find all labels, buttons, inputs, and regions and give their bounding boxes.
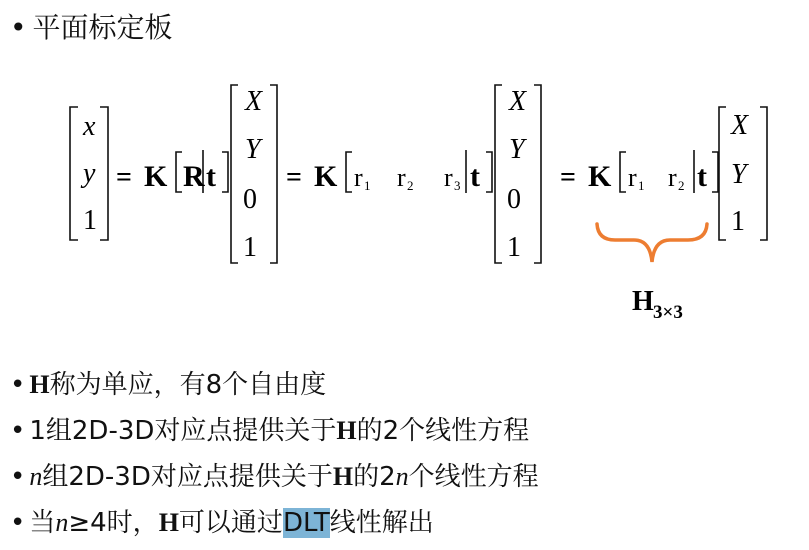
H-symbol: H [332, 462, 354, 491]
bullet-dot: • [10, 462, 26, 492]
bullet-dot: • [10, 416, 26, 446]
vec4b-Y: Y [509, 134, 525, 165]
n-symbol: n [395, 462, 409, 491]
r2b-sub: 2 [678, 178, 685, 193]
bullet-3 [10, 454, 539, 500]
vector-t-1: t [206, 160, 216, 193]
bullet-2-pre: 1组2D-3D对应点提供关于 [29, 416, 337, 446]
bullet-4-mid: 可以通过 [178, 508, 283, 538]
vector-t-2: t [470, 160, 480, 193]
bullet-1-text: 称为单应，有8个自由度 [49, 370, 327, 400]
n-symbol: n [55, 508, 69, 537]
r1-sub: 1 [364, 178, 371, 193]
bullet-3-mid: 组2D-3D对应点提供关于 [42, 462, 333, 492]
bullet-2 [10, 408, 539, 454]
title-text: 平面标定板 [32, 11, 173, 44]
H-symbol: H [158, 508, 179, 537]
r3-sub: 3 [454, 178, 461, 193]
bullet-4-pre: 当 [29, 508, 56, 538]
vec4a-Y: Y [245, 134, 261, 165]
bullet-dot: • [10, 508, 26, 538]
H-symbol: H [29, 370, 50, 399]
vec4b-X: X [509, 86, 527, 117]
lhs-y: y [83, 158, 96, 189]
r2-sub: 2 [407, 178, 414, 193]
r3: r [444, 163, 453, 192]
H-symbol: H [336, 416, 357, 445]
matrix-R: R [183, 160, 205, 193]
H-label: H [632, 286, 654, 317]
vec3-Y: Y [731, 159, 747, 190]
r1: r [354, 163, 363, 192]
bullet-2-post: 的2个线性方程 [356, 416, 530, 446]
vec4b-1: 1 [507, 232, 521, 263]
dlt-highlight: DLT [282, 508, 330, 538]
bullet-4 [10, 500, 539, 546]
equals-3: = [560, 162, 576, 193]
bullet-dot: • [10, 370, 26, 400]
lhs-1: 1 [83, 205, 97, 236]
vector-t-3: t [697, 160, 707, 193]
bullet-list [10, 362, 539, 546]
matrix-K-2: K [314, 160, 338, 193]
vec4a-0: 0 [243, 184, 257, 215]
H-subscript: 3×3 [653, 302, 683, 323]
vec3-X: X [731, 110, 749, 141]
bullet-4-post: 线性解出 [329, 508, 434, 538]
curly-brace-icon [597, 224, 707, 262]
lhs-x: x [83, 111, 96, 142]
vec4b-0: 0 [507, 184, 521, 215]
r1b: r [628, 163, 637, 192]
r1b-sub: 1 [638, 178, 645, 193]
vec4a-1: 1 [243, 232, 257, 263]
equals-2: = [286, 162, 302, 193]
bullet-4-cond: ≥4时， [68, 508, 159, 538]
vec4a-X: X [245, 86, 263, 117]
matrix-K-3: K [588, 160, 612, 193]
bullet-3-post1: 的2 [353, 462, 396, 492]
matrix-K-1: K [144, 160, 168, 193]
bullet-3-post2: 个线性方程 [408, 462, 539, 492]
r2: r [397, 163, 406, 192]
n-symbol: n [29, 462, 43, 491]
equals-1: = [116, 162, 132, 193]
bullet-1 [10, 362, 539, 408]
r2b: r [668, 163, 677, 192]
vec3-1: 1 [731, 206, 745, 237]
bullet-dot: • [10, 11, 27, 44]
